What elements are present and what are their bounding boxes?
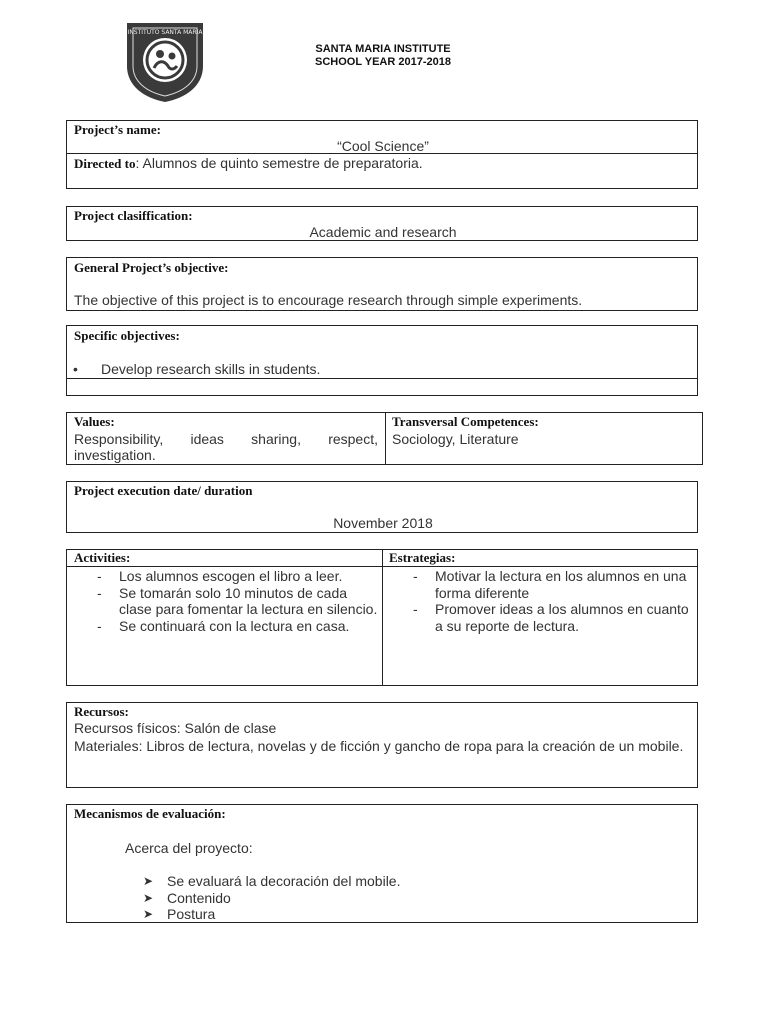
recursos-line-1: Recursos físicos: Salón de clase (74, 720, 277, 736)
list-item: - Promover ideas a los alumnos en cuanto a su reporte de lectura. (383, 601, 691, 634)
project-name-box (66, 120, 698, 189)
recursos-label: Recursos: (74, 704, 129, 719)
execution-date-value: November 2018 (333, 515, 433, 531)
evaluacion-label: Mecanismos de evaluación: (74, 806, 226, 821)
list-item: - Se continuará con la lectura en casa. (67, 618, 378, 635)
general-objective-value: The objective of this project is to encourage research through simple experiments. (74, 292, 583, 308)
values-competences-box (66, 412, 703, 465)
execution-date-box (66, 481, 698, 533)
specific-objectives-box: Specific objectives: • Develop research skills in students. (66, 325, 698, 396)
recursos-line-2: Materiales: Libros de lectura, novelas y de ficción y gancho de ropa para la creación de un mobile. (74, 738, 684, 754)
list-item: ➤ Se evaluará la decoración del mobile. (143, 873, 401, 889)
school-logo (124, 20, 206, 104)
estrategias-label: Estrategias: (389, 550, 456, 565)
general-objective-box (66, 257, 698, 311)
project-name-label: Project’s name: (74, 122, 161, 137)
values-label: Values: (74, 414, 115, 429)
classification-label: Project clasiffication: (74, 208, 193, 223)
list-item: - Se tomarán solo 10 minutos de cada clase para fomentar la lectura en silencio. (67, 585, 378, 618)
classification-box (66, 206, 698, 241)
values-value: Responsibility, ideas sharing, respect, investigation. (74, 431, 378, 463)
arrow-bullet-icon: ➤ (143, 890, 154, 905)
list-item: ➤ Contenido (143, 889, 231, 906)
svg-text:INSTITUTO SANTA MARIA: INSTITUTO SANTA MARIA (127, 29, 203, 36)
activities-label: Activities: (74, 550, 131, 565)
estrategias-list (383, 568, 699, 634)
list-item: - Los alumnos escogen el libro a leer. (67, 568, 378, 585)
evaluacion-list (67, 873, 699, 923)
header-line-1: SANTA MARIA INSTITUTE (315, 43, 451, 55)
transversal-label: Transversal Competences: (392, 414, 539, 429)
classification-value: Academic and research (309, 224, 457, 240)
activities-list (67, 568, 382, 634)
header-line-2: SCHOOL YEAR 2017-2018 (315, 56, 451, 68)
transversal-value: Sociology, Literature (392, 431, 519, 447)
activities-table (66, 549, 698, 686)
directed-to-value: : Alumnos de quinto semestre de preparatoria. (135, 155, 423, 171)
directed-to-label: Directed to (74, 156, 136, 171)
evaluacion-intro: Acerca del proyecto: (125, 840, 253, 856)
specific-objectives-label: Specific objectives: (74, 328, 180, 343)
list-item: ➤ Postura (143, 906, 216, 922)
document-header (260, 43, 506, 69)
evaluacion-box (66, 804, 698, 923)
general-objective-label: General Project’s objective: (74, 260, 229, 275)
project-name-value: “Cool Science” (337, 138, 429, 154)
list-item: - Motivar la lectura en los alumnos en una forma diferente (383, 568, 691, 601)
execution-date-label: Project execution date/ duration (74, 483, 253, 498)
arrow-bullet-icon: ➤ (143, 907, 154, 921)
recursos-box (66, 702, 698, 788)
arrow-bullet-icon: ➤ (143, 874, 154, 888)
directed-to-row (74, 155, 423, 173)
